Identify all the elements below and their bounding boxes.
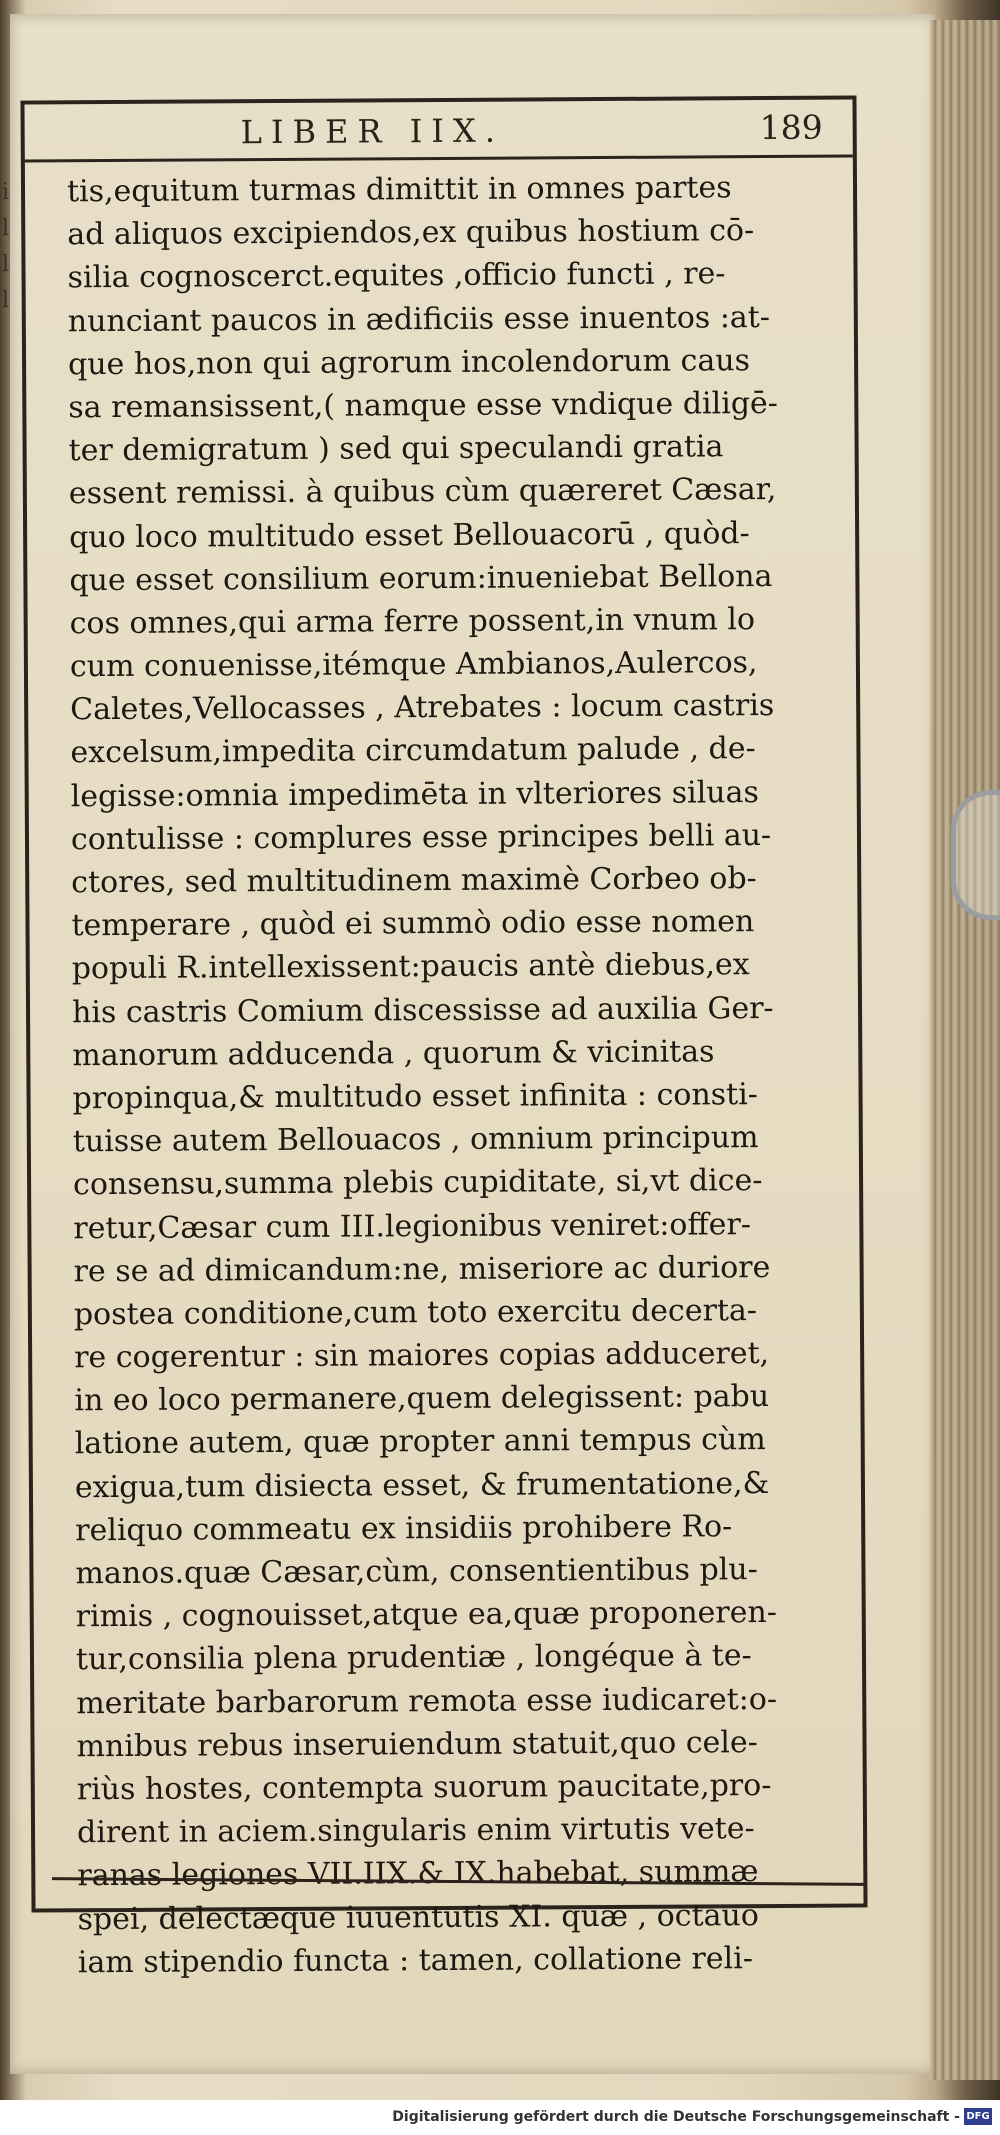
text-line: spei, delectæque iuuentutis XI. quæ , octauo	[77, 1897, 759, 1937]
text-line: manos.quæ Cæsar,cùm, consentientibus plu-	[75, 1552, 758, 1592]
text-line: mnibus rebus inseruiendum statuit,quo cele-	[76, 1724, 758, 1765]
text-line: manorum adducenda , quorum & vicinitas	[72, 1034, 715, 1074]
margin-mark: l	[2, 216, 10, 241]
text-line: ctores, sed multitudinem maximè Corbeo ob-	[71, 861, 757, 901]
text-line: postea conditione,cum toto exercitu decerta-	[73, 1292, 758, 1333]
digitization-footer	[0, 2100, 1000, 2135]
dfg-logo: DFG	[964, 2108, 992, 2125]
text-line: cum conuenisse,itémque Ambianos,Aulercos,	[69, 645, 758, 685]
margin-mark: l	[2, 288, 10, 313]
text-line: tur,consilia plena prudentiæ , longéque à te-	[75, 1638, 752, 1678]
text-line: meritate barbarorum remota esse iudicaret:o-	[76, 1681, 778, 1721]
text-line: re se ad dimicandum:ne, miseriore ac duriore	[73, 1249, 771, 1289]
text-line: nunciant paucos in ædificiis esse inuentos :at-	[67, 299, 771, 339]
text-line: excelsum,impedita circumdatum palude , de-	[70, 731, 756, 771]
text-line: populi R.intellexissent:paucis antè diebus,ex	[71, 947, 750, 987]
text-line: sa remansissent,( namque esse vndique diligē-	[68, 385, 778, 426]
text-line: silia cognoscerct.equites ,officio functi , re-	[67, 256, 726, 296]
text-line: ad aliquos excipiendos,ex quibus hostium cō-	[67, 213, 755, 253]
text-line: que esset consilium eorum:inueniebat Bellona	[69, 558, 773, 598]
text-line: dirent in aciem.singularis enim virtutis vete-	[76, 1811, 755, 1851]
page-edges	[930, 20, 1000, 2080]
text-line: legisse:omnia impedimēta in vlteriores siluas	[70, 774, 759, 814]
text-line: propinqua,& multitudo esset infinita : consti-	[72, 1077, 758, 1117]
text-line: temperare , quòd ei summò odio esse nomen	[71, 904, 755, 944]
text-line: Caletes,Vellocasses , Atrebates : locum castris	[70, 688, 775, 728]
text-line: tis,equitum turmas dimittit in omnes partes	[66, 170, 732, 210]
funding-credit: Digitalisierung gefördert durch die Deutsche Forschungsgemeinschaft -	[392, 2109, 960, 2125]
text-line: rimis , cognouisset,atque ea,quæ proponeren-	[75, 1595, 778, 1635]
text-line: tuisse autem Bellouacos , omnium principum	[72, 1120, 759, 1160]
text-line: his castris Comium discessisse ad auxilia Ger-	[71, 990, 774, 1030]
margin-marks	[2, 175, 16, 319]
text-line: essent remissi. à quibus cùm quæreret Cæsar,	[68, 472, 777, 512]
text-line: latione autem, quæ propter anni tempus cùm	[74, 1422, 766, 1462]
text-line: consensu,summa plebis cupiditate, si,vt dice-	[72, 1163, 763, 1203]
text-line: exigua,tum disiecta esset, & frumentatione,&	[74, 1465, 770, 1505]
text-line: ter demigratum ) sed qui speculandi gratia	[68, 429, 724, 469]
text-line: ranas legiones VII.IIX.& IX.habebat, summæ	[77, 1854, 759, 1894]
text-line: re cogerentur : sin maiores copias adduceret,	[74, 1336, 770, 1376]
text-line: riùs hostes, contempta suorum paucitate,pro-	[76, 1767, 772, 1808]
text-frame	[20, 95, 867, 1980]
text-line: quo loco multitudo esset Bellouacorū , quòd-	[69, 515, 750, 555]
text-block	[67, 165, 878, 1984]
text-line: reliquo commeatu ex insidiis prohibere Ro-	[75, 1509, 733, 1549]
text-line: retur,Cæsar cum III.legionibus veniret:offer-	[73, 1206, 752, 1246]
page-number: 189	[759, 107, 823, 148]
margin-mark: l	[2, 252, 10, 277]
text-line: cos omnes,qui arma ferre possent,in vnum lo	[69, 601, 756, 642]
running-head: LIBER IIX.	[240, 111, 505, 152]
text-line: que hos,non qui agrorum incolendorum caus	[67, 342, 751, 383]
book-clasp	[951, 790, 1000, 920]
page-header	[24, 99, 852, 162]
margin-mark: i	[2, 180, 10, 205]
text-line: contulisse : complures esse principes belli au-	[70, 817, 772, 858]
text-line: in eo loco permanere,quem delegissent: pabu	[74, 1379, 770, 1419]
text-line: iam stipendio functa : tamen, collatione reli-	[77, 1940, 754, 1980]
